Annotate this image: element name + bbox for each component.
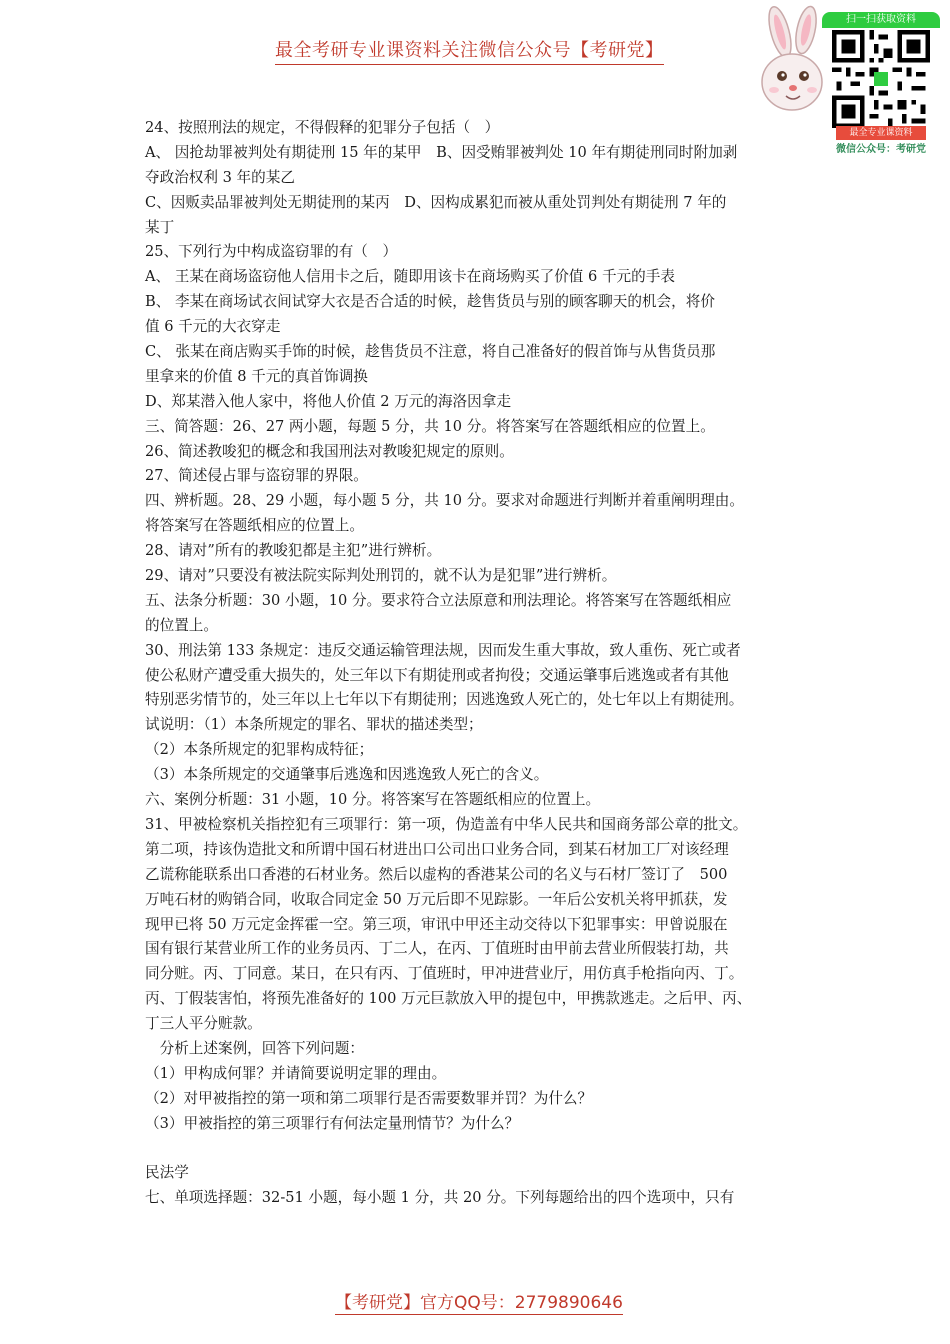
text-line: D、郑某潜入他人家中，将他人价值 2 万元的海洛因拿走 bbox=[145, 392, 511, 410]
text-line: 六、案例分析题：31 小题，10 分。将答案写在答题纸相应的位置上。 bbox=[145, 791, 601, 809]
text-line: 某丁 bbox=[145, 218, 175, 236]
text-line: 国有银行某营业所工作的业务员丙、丁二人，在丙、丁值班时由甲前去营业所假装打劫，共 bbox=[145, 940, 729, 958]
text-line: 五、法条分析题：30 小题，10 分。要求符合立法原意和刑法理论。将答案写在答题纸相应 bbox=[145, 591, 732, 609]
text-line: 夺政治权利 3 年的某乙 bbox=[145, 168, 295, 186]
text-line: A、 王某在商场盗窃他人信用卡之后，随即用该卡在商场购买了价值 6 千元的手表 bbox=[145, 268, 675, 286]
text-line: 使公私财产遭受重大损失的，处三年以下有期徒刑或者拘役；交通运肇事后逃逸或者有其他 bbox=[145, 666, 729, 684]
text-line: 的位置上。 bbox=[145, 616, 218, 634]
text-line: （2）对甲被指控的第一项和第二项罪行是否需要数罪并罚？为什么？ bbox=[145, 1089, 593, 1107]
text-line: 三、简答题：26、27 两小题，每题 5 分，共 10 分。将答案写在答题纸相应的位置上。 bbox=[145, 417, 715, 435]
text-line: B、 李某在商场试衣间试穿大衣是否合适的时候，趁售货员与别的顾客聊天的机会，将价 bbox=[145, 293, 715, 311]
text-line: 值 6 千元的大衣穿走 bbox=[145, 318, 281, 336]
qr-code-panel bbox=[822, 12, 940, 138]
section-heading: 民法学 bbox=[145, 1164, 189, 1182]
text-line: 特别恶劣情节的，处三年以上七年以下有期徒刑；因逃逸致人死亡的，处七年以上有期徒刑。 bbox=[145, 691, 744, 709]
text-line: （1）甲构成何罪？并请简要说明定罪的理由。 bbox=[145, 1064, 447, 1082]
text-line: C、 张某在商店购买手饰的时候，趁售货员不注意，将自己准备好的假首饰与从售货员那 bbox=[145, 343, 716, 361]
qr-bottom-label: 最全专业课资料 bbox=[836, 126, 926, 140]
text-line: 27、简述侵占罪与盗窃罪的界限。 bbox=[145, 467, 368, 485]
footer-contact: 【考研党】官方QQ号：2779890646 bbox=[335, 1288, 623, 1315]
text-line: 31、甲被检察机关指控犯有三项罪行：第一项，伪造盖有中华人民共和国商务部公章的批文。 bbox=[145, 815, 748, 833]
text-line: （2）本条所规定的犯罪构成特征； bbox=[145, 741, 374, 759]
text-line: 第二项，持该伪造批文和所谓中国石材进出口公司出口业务合同，到某石材加工厂对该经理 bbox=[145, 840, 729, 858]
text-line: 30、刑法第 133 条规定：违反交通运输管理法规，因而发生重大事故，致人重伤、死亡或者 bbox=[145, 641, 741, 659]
text-line: 25、下列行为中构成盗窃罪的有（ ） bbox=[145, 243, 398, 261]
text-line: 七、单项选择题：32-51 小题，每小题 1 分，共 20 分。下列每题给出的四个选项中，只有 bbox=[145, 1189, 735, 1207]
text-line: A、 因抢劫罪被判处有期徒刑 15 年的某甲 B、因受贿罪被判处 10 年有期徒刑同时附加剥 bbox=[145, 143, 738, 161]
text-line: 同分赃。丙、丁同意。某日，在只有丙、丁值班时，甲冲进营业厅，用仿真手枪指向丙、丁。 bbox=[145, 965, 744, 983]
text-line: 四、辨析题。28、29 小题，每小题 5 分，共 10 分。要求对命题进行判断并着重阐明理由。 bbox=[145, 492, 744, 510]
text-line: 28、请对”所有的教唆犯都是主犯”进行辨析。 bbox=[145, 542, 442, 560]
text-line: 乙谎称能联系出口香港的石材业务。然后以虚构的香港某公司的名义与石材厂签订了 500 bbox=[145, 865, 728, 883]
text-line: （3）本条所规定的交通肇事后逃逸和因逃逸致人死亡的含义。 bbox=[145, 766, 549, 784]
text-line: 将答案写在答题纸相应的位置上。 bbox=[145, 517, 364, 535]
document-body bbox=[145, 116, 810, 1211]
qr-code-icon bbox=[832, 30, 930, 128]
text-line: 24、按照刑法的规定，不得假释的犯罪分子包括（ ） bbox=[145, 119, 500, 136]
qr-caption: 微信公众号：考研党 bbox=[836, 144, 926, 155]
text-line: 试说明：（1）本条所规定的罪名、罪状的描述类型； bbox=[145, 716, 483, 734]
rabbit-mascot-icon bbox=[752, 4, 832, 124]
blank-line bbox=[145, 1137, 810, 1162]
text-line: 丁三人平分赃款。 bbox=[145, 1015, 262, 1033]
text-line: （3）甲被指控的第三项罪行有何法定量刑情节？为什么？ bbox=[145, 1114, 520, 1132]
text-line: 现甲已将 50 万元定金挥霍一空。第三项，审讯中甲还主动交待以下犯罪事实：甲曾说服在 bbox=[145, 915, 728, 933]
header-banner: 最全考研专业课资料关注微信公众号【考研党】 bbox=[275, 36, 664, 65]
text-line: 29、请对”只要没有被法院实际判处刑罚的，就不认为是犯罪”进行辨析。 bbox=[145, 567, 617, 585]
qr-top-label: 扫一扫获取资料 bbox=[822, 12, 940, 28]
text-line: 里拿来的价值 8 千元的真首饰调换 bbox=[145, 367, 368, 385]
text-line: 丙、丁假装害怕，将预先准备好的 100 万元巨款放入甲的提包中，甲携款逃走。之后甲、丙、 bbox=[145, 990, 752, 1008]
text-line: 26、简述教唆犯的概念和我国刑法对教唆犯规定的原则。 bbox=[145, 442, 514, 460]
text-line: C、因贩卖品罪被判处无期徒刑的某丙 D、因构成累犯而被从重处罚判处有期徒刑 7 年的 bbox=[145, 193, 727, 211]
text-line: 万吨石材的购销合同，收取合同定金 50 万元后即不见踪影。一年后公安机关将甲抓获，发 bbox=[145, 890, 728, 908]
text-line: 分析上述案例，回答下列问题： bbox=[145, 1039, 364, 1057]
